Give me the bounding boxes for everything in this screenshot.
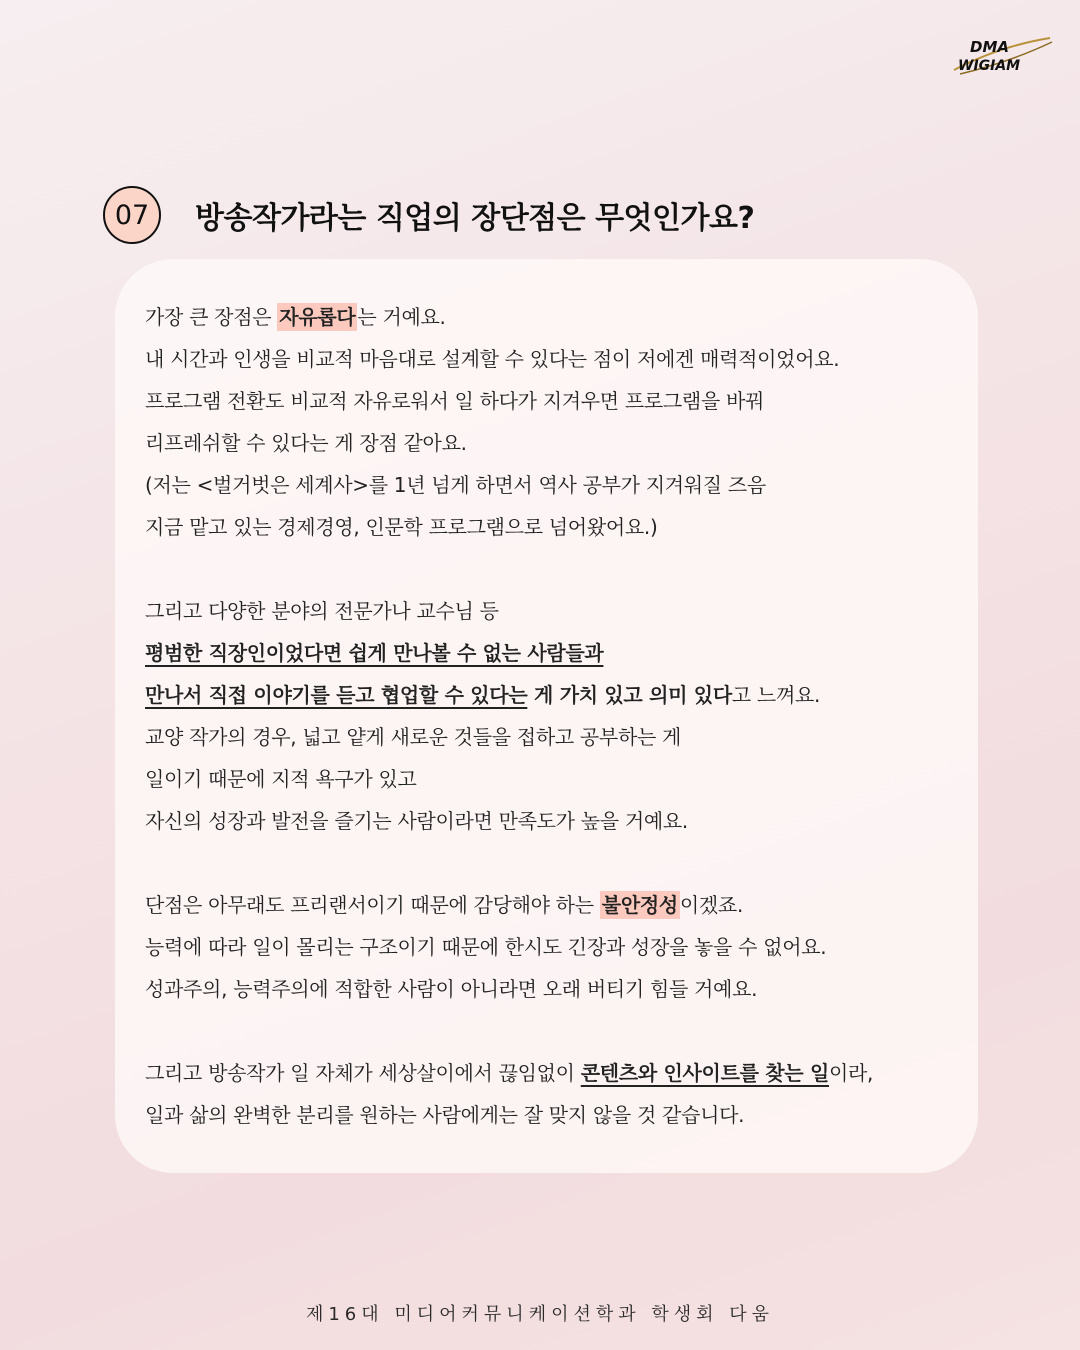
paragraph-gap — [145, 548, 965, 590]
underlined-text: 콘텐츠와 인사이트를 찾는 일 — [580, 1061, 829, 1085]
text-line — [145, 464, 965, 506]
underlined-text: 만나서 직접 이야기를 듣고 협업할 수 있다는 — [145, 683, 528, 707]
text-segment: 는 거예요. — [357, 305, 446, 329]
text-segment: 능력에 따라 일이 몰리는 구조이기 때문에 한시도 긴장과 성장을 놓을 수 없어요. — [145, 935, 827, 959]
text-line — [145, 1052, 965, 1094]
text-line — [145, 674, 965, 716]
paragraph-gap — [145, 1010, 965, 1052]
text-line — [145, 338, 965, 380]
text-line — [145, 968, 965, 1010]
text-line — [145, 800, 965, 842]
text-segment: 단점은 아무래도 프리랜서이기 때문에 감당해야 하는 — [145, 893, 600, 917]
logo-top-text: DMA — [970, 38, 1009, 56]
question-number-badge: 07 — [103, 186, 161, 244]
text-line — [145, 590, 965, 632]
text-segment: 교양 작가의 경우, 넓고 얕게 새로운 것들을 접하고 공부하는 게 — [145, 725, 682, 749]
text-segment: 내 시간과 인생을 비교적 마음대로 설계할 수 있다는 점이 저에겐 매력적이었어요. — [145, 347, 840, 371]
text-segment: 가장 큰 장점은 — [145, 305, 278, 329]
text-segment: 리프레쉬할 수 있다는 게 장점 같아요. — [145, 431, 467, 455]
text-segment: 자신의 성장과 발전을 즐기는 사람이라면 만족도가 높을 거예요. — [145, 809, 688, 833]
text-segment: 고 느껴요. — [731, 683, 821, 707]
text-segment: 그리고 방송작가 일 자체가 세상살이에서 끊임없이 — [145, 1061, 581, 1085]
text-line — [145, 884, 965, 926]
highlighted-text: 불안정성 — [601, 893, 678, 917]
footer-credit: 제16대 미디어커뮤니케이션학과 학생회 다움 — [305, 1304, 775, 1325]
text-segment: 그리고 다양한 분야의 전문가나 교수님 등 — [145, 599, 499, 623]
highlighted-text: 자유롭다 — [279, 305, 356, 329]
text-line — [145, 380, 965, 422]
question-heading — [103, 186, 754, 244]
logo-mark-icon — [950, 32, 1054, 78]
text-line — [145, 422, 965, 464]
underlined-text: 평범한 직장인이었다면 쉽게 만나볼 수 없는 사람들과 — [145, 641, 604, 665]
text-segment: 이겠죠. — [679, 893, 744, 917]
logo-bottom-text: WIGIAM — [958, 58, 1021, 74]
text-line — [145, 506, 965, 548]
text-segment: 이라, — [829, 1061, 874, 1085]
text-segment: 지금 맡고 있는 경제경영, 인문학 프로그램으로 넘어왔어요.) — [145, 515, 658, 539]
paragraph-gap — [145, 842, 965, 884]
text-segment: (저는 <벌거벗은 세계사>를 1년 넘게 하면서 역사 공부가 지겨워질 즈음 — [145, 473, 766, 497]
text-line — [145, 1094, 965, 1136]
question-title: 방송작가라는 직업의 장단점은 무엇인가요? — [195, 201, 755, 236]
answer-text — [145, 296, 965, 1136]
text-segment: 일이기 때문에 지적 욕구가 있고 — [145, 767, 417, 791]
text-line — [145, 926, 965, 968]
text-segment: 성과주의, 능력주의에 적합한 사람이 아니라면 오래 버티기 힘들 거예요. — [145, 977, 758, 1001]
text-line — [145, 632, 965, 674]
text-line — [145, 296, 965, 338]
logo — [950, 32, 1054, 78]
text-segment: 프로그램 전환도 비교적 자유로워서 일 하다가 지겨우면 프로그램을 바꿔 — [145, 389, 765, 413]
text-line — [145, 758, 965, 800]
bold-text: 게 가치 있고 의미 있다 — [527, 683, 732, 707]
text-segment: 일과 삶의 완벽한 분리를 원하는 사람에게는 잘 맞지 않을 것 같습니다. — [145, 1103, 745, 1127]
text-line — [145, 716, 965, 758]
